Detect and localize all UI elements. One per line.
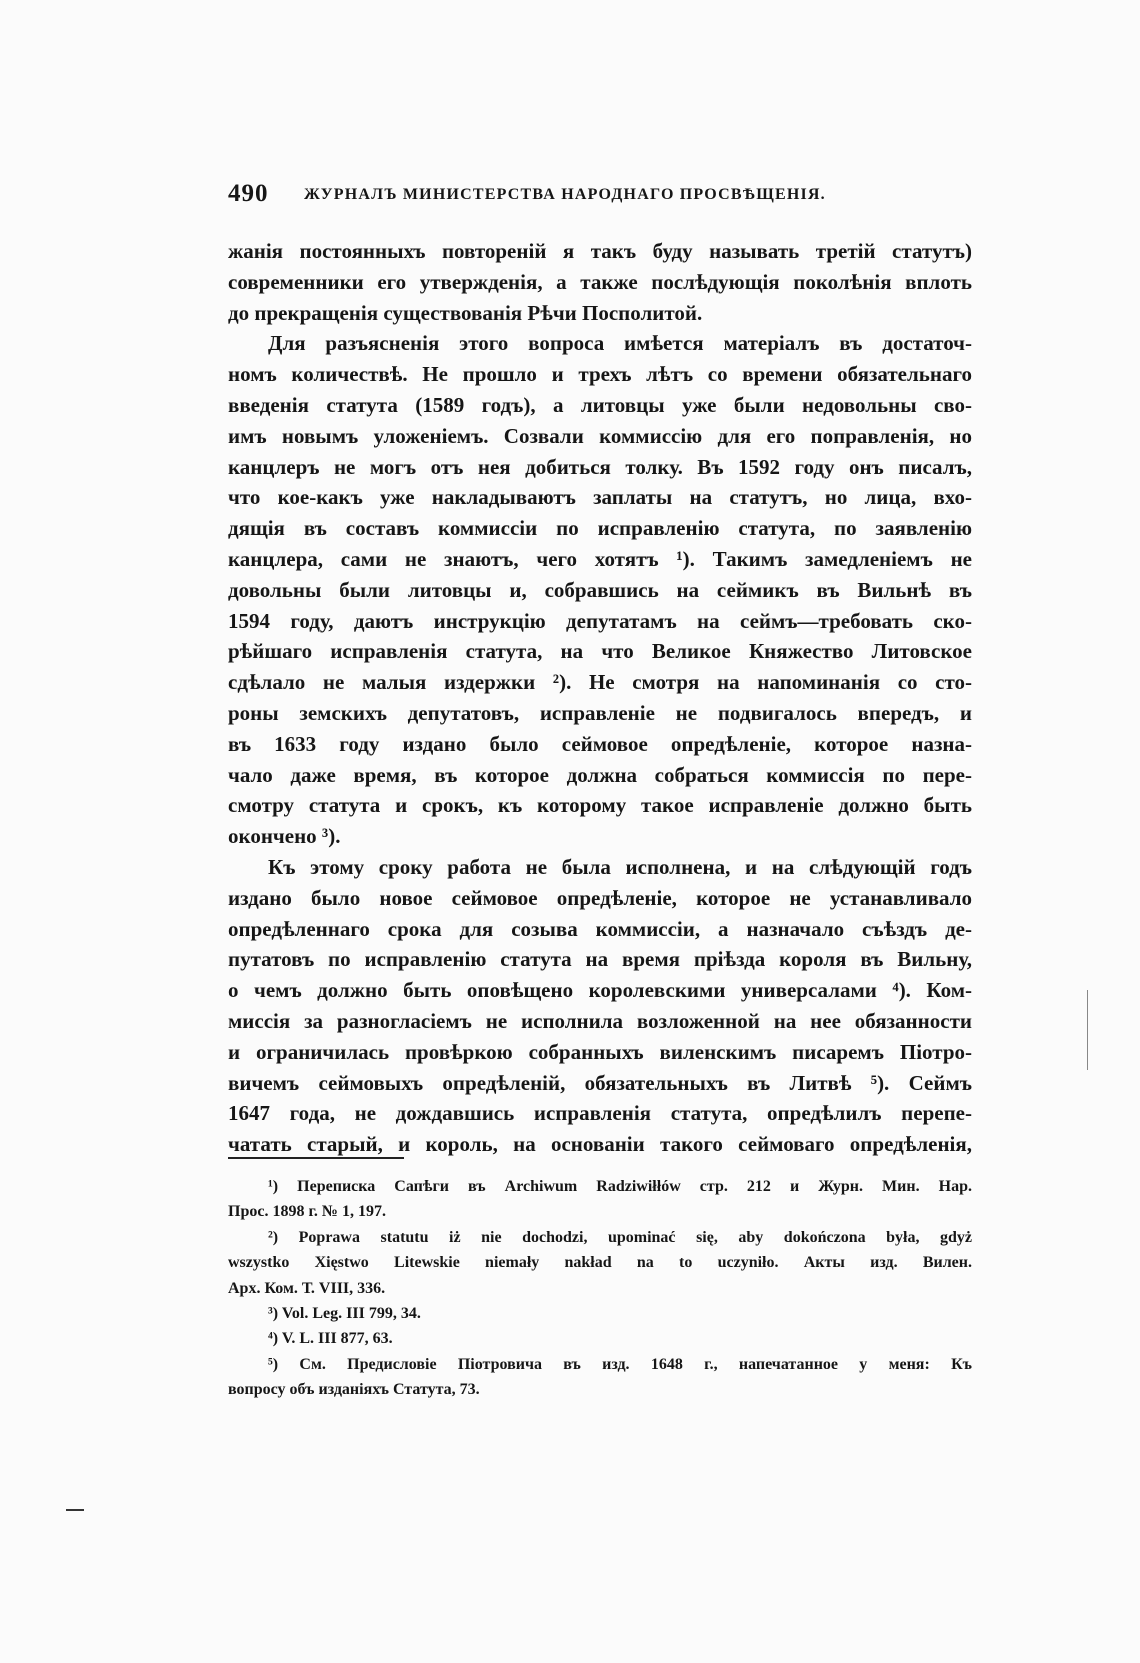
text-line: чало даже время, въ которое должна собраться коммиссія по пере- xyxy=(228,762,972,787)
footnote-line: wszystko Xięstwo Litewskie niemały nakład na to uczyniło. Акты изд. Вилен. xyxy=(228,1254,972,1272)
running-title: ЖУРНАЛЪ МИНИСТЕРСТВА НАРОДНАГО ПРОСВѢЩЕНІЯ. xyxy=(304,186,826,203)
text-line: 1594 году, даютъ инструкцію депутатамъ на сеймъ—требовать ско- xyxy=(228,608,972,633)
margin-dash xyxy=(66,1509,84,1511)
footnote-2: ²) Poprawa statutu iż nie dochodzi, upominać się, aby dokończona była, gdyż xyxy=(268,1228,972,1246)
text-line: введенія статута (1589 годъ), а литовцы уже были недовольны сво- xyxy=(228,392,972,417)
text-line: опредѣленнаго срока для созыва коммиссіи, а назначало съѣздъ де- xyxy=(228,916,972,941)
text-line: о чемъ должно быть оповѣщено королевскими универсалами ⁴). Ком- xyxy=(228,978,972,1003)
margin-rule xyxy=(1087,990,1088,1070)
text-line: смотру статута и срокъ, къ которому такое исправленіе должно быть xyxy=(228,793,972,818)
text-line: окончено ³). xyxy=(228,824,341,849)
paragraph-start: Для разъясненія этого вопроса имѣется матеріалъ въ достаточ- xyxy=(268,331,972,356)
text-line: миссія за разногласіемъ не исполнила возложенной на нее обязанности xyxy=(228,1008,972,1033)
text-line: издано было новое сеймовое опредѣленіе, которое не устанавливало xyxy=(228,885,972,910)
footnote-3: ³) Vol. Leg. III 799, 34. xyxy=(268,1304,421,1322)
footnote-line: вопросу объ изданіяхъ Статута, 73. xyxy=(228,1381,480,1399)
footnote-1: ¹) Переписка Сапѣги въ Archiwum Radziwiłłów стр. 212 и Журн. Мин. Нар. xyxy=(268,1178,972,1195)
text-line: сдѣлало не малыя издержки ²). Не смотря на напоминанія со сто- xyxy=(228,670,972,695)
text-line: рѣйшаго исправленія статута, на что Великое Княжество Литовское xyxy=(228,639,972,664)
text-line: въ 1633 году издано было сеймовое опредѣленіе, которое назна- xyxy=(228,731,972,756)
footnote-divider xyxy=(228,1157,404,1159)
body-text xyxy=(228,236,972,1160)
text-line: и ограничилась провѣркою собранныхъ виленскимъ писаремъ Піотро- xyxy=(228,1039,972,1064)
footnote-line: Прос. 1898 г. № 1, 197. xyxy=(228,1203,386,1221)
footnote-line: Арх. Ком. Т. VIII, 336. xyxy=(228,1279,386,1297)
text-line: роны земскихъ депутатовъ, исправленіе не подвигалось впередъ, и xyxy=(228,700,972,725)
text-line: имъ новымъ уложеніемъ. Созвали коммиссію для его поправленія, но xyxy=(228,423,972,448)
text-line: современники его утвержденія, а также послѣдующія поколѣнія вплоть xyxy=(228,269,972,294)
footnotes xyxy=(228,1174,972,1403)
text-line: дящія въ составъ коммиссіи по исправленію статута, по заявленію xyxy=(228,516,972,541)
footnote-4: ⁴) V. L. III 877, 63. xyxy=(268,1330,393,1348)
text-line: жанія постоянныхъ повтореній я такъ буду называть третій статутъ) xyxy=(228,239,972,263)
footnote-5: ⁵) См. Предисловіе Піотровича въ изд. 1648 г., напечатанное у меня: Къ xyxy=(268,1355,972,1373)
text-line: чатать старый, и король, на основаніи такого сеймоваго опредѣленія, xyxy=(228,1132,972,1157)
text-line: до прекращенія существованія Рѣчи Посполитой. xyxy=(228,300,703,325)
text-line: вичемъ сеймовыхъ опредѣленій, обязательныхъ въ Литвѣ ⁵). Сеймъ xyxy=(228,1070,972,1095)
text-line: номъ количествѣ. Не прошло и трехъ лѣтъ со времени обязательнаго xyxy=(228,362,972,387)
page-number: 490 xyxy=(228,180,269,207)
paragraph-start: Къ этому сроку работа не была исполнена, и на слѣдующій годъ xyxy=(268,854,972,879)
text-line: канцлера, сами не знаютъ, чего хотятъ ¹). Такимъ замедленіемъ не xyxy=(228,546,972,571)
text-line: что кое-какъ уже накладываютъ заплаты на статутъ, но лица, вхо- xyxy=(228,485,972,510)
text-line: довольны были литовцы и, собравшись на сеймикъ въ Вильнѣ въ xyxy=(228,577,972,602)
page-header xyxy=(228,180,978,214)
text-line: путатовъ по исправленію статута на время пріѣзда короля въ Вильну, xyxy=(228,947,972,972)
text-line: 1647 года, не дождавшись исправленія статута, опредѣлилъ перепе- xyxy=(228,1101,972,1126)
text-line: канцлеръ не могъ отъ нея добиться толку. Въ 1592 году онъ писалъ, xyxy=(228,454,972,479)
